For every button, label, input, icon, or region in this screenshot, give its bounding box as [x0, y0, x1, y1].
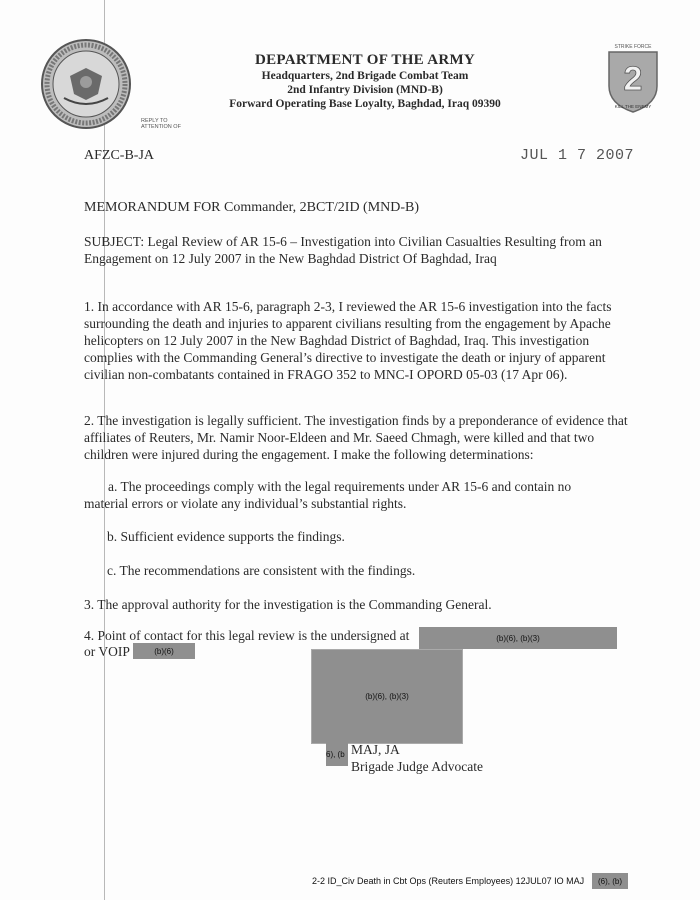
redaction-voip: (b)(6)	[133, 643, 195, 659]
subject-line: SUBJECT: Legal Review of AR 15-6 – Investigation into Civilian Casualties Resulting from an Engagement on 12 July 2007 in the New Baghdad District Of Baghdad, Iraq	[84, 234, 602, 266]
paragraph-2c: c. The recommendations are consistent with the findings.	[107, 563, 416, 578]
department-title: DEPARTMENT OF THE ARMY	[254, 52, 476, 68]
department-of-the-army-seal-icon	[40, 38, 132, 130]
document-footer: 2-2 ID_Civ Death in Cbt Ops (Reuters Employees) 12JUL07 IO MAJ	[312, 876, 585, 886]
reply-to-label: REPLY TO ATTENTION OF	[141, 118, 181, 130]
letterhead	[200, 52, 530, 111]
headquarters-line: Headquarters, 2nd Brigade Combat Team	[261, 70, 469, 82]
memorandum-for-line: MEMORANDUM FOR Commander, 2BCT/2ID (MND-B)	[84, 200, 420, 215]
office-symbol: AFZC-B-JA	[84, 148, 155, 163]
location-line: Forward Operating Base Loyalty, Baghdad, Iraq 09390	[229, 98, 501, 110]
signature-rank: MAJ, JA	[351, 742, 400, 757]
paragraph-3: 3. The approval authority for the investigation is the Commanding General.	[84, 597, 492, 612]
strike-force-unit-emblem-icon	[605, 42, 661, 114]
emblem-numeral: 2	[623, 60, 643, 98]
paragraph-1: 1. In accordance with AR 15-6, paragraph 2-3, I reviewed the AR 15-6 investigation into the facts surrounding the death and injuries to apparent civilians resulting from the engagement by Apache helicopters on 12 July 2007 in the New Baghdad District of Baghdad, Iraq. This investigation complies with the Commanding General’s directive to investigate the death or injury of apparent civilian non-combatants contained in FRAGO 352 to MNC-I OPORD 05-03 (17 Apr 06).	[84, 299, 612, 382]
signature-title: Brigade Judge Advocate	[351, 759, 483, 774]
paragraph-4-line-2: or VOIP	[84, 644, 130, 659]
redaction-footer: (6), (b)	[592, 873, 628, 889]
redaction-phone: (b)(6), (b)(3)	[419, 627, 617, 649]
emblem-top-text: STRIKE FORCE	[614, 44, 652, 50]
redaction-name: 6), (b	[326, 742, 348, 766]
paragraph-2b: b. Sufficient evidence supports the findings.	[107, 529, 345, 544]
redaction-signature: (b)(6), (b)(3)	[311, 649, 463, 744]
paragraph-2a: a. The proceedings comply with the legal requirements under AR 15-6 and contain no material errors or violate any individual’s substantial rights.	[84, 479, 572, 511]
date-stamp: JUL 1 7 2007	[520, 147, 635, 164]
emblem-bottom-text: KILL THE ENEMY	[614, 104, 652, 109]
paragraph-2: 2. The investigation is legally sufficient. The investigation finds by a preponderance of evidence that affiliates of Reuters, Mr. Namir Noor-Eldeen and Mr. Saeed Chmagh, were killed and that two children were injured during the engagement. I make the following determinations:	[84, 413, 628, 462]
division-line: 2nd Infantry Division (MND-B)	[287, 84, 443, 96]
paragraph-4-line-1: 4. Point of contact for this legal review is the undersigned at	[84, 628, 410, 643]
